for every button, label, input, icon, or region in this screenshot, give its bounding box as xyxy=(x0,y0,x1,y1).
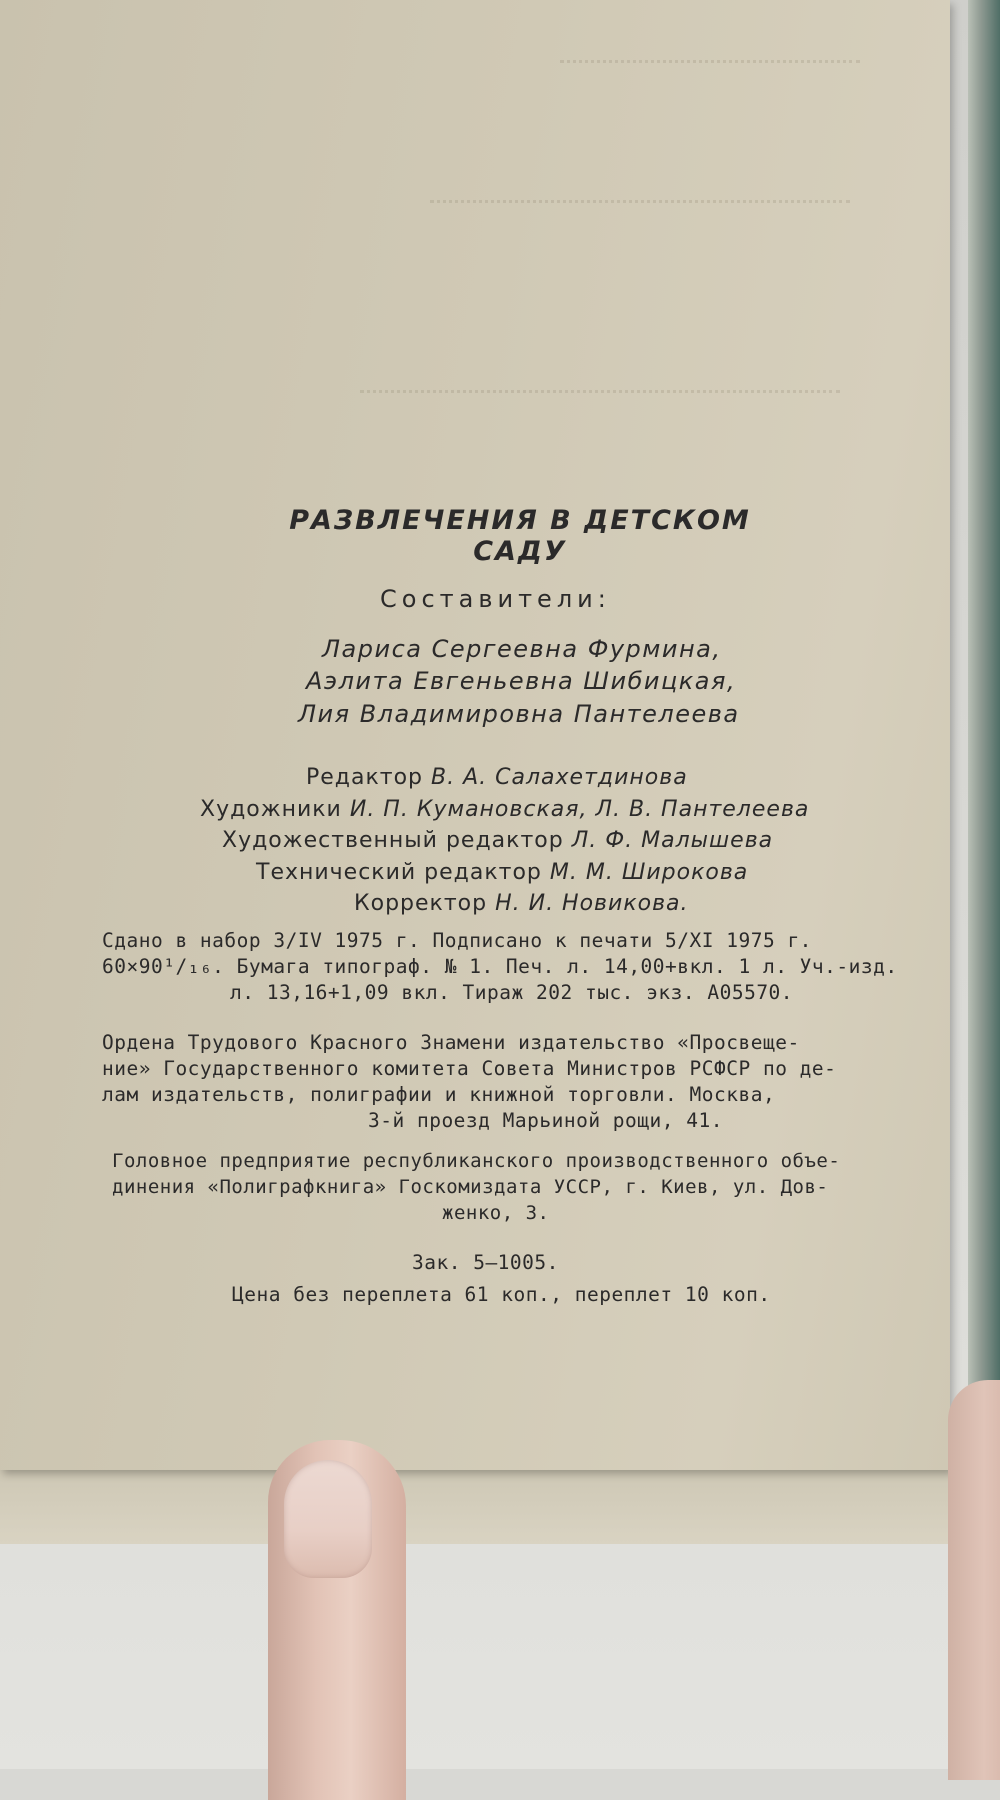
publisher-line: ние» Государственного комитета Совета Министров РСФСР по де- xyxy=(102,1057,837,1080)
print-info-line: л. 13,16+1,09 вкл. Тираж 202 тыс. экз. А05570. xyxy=(230,981,794,1004)
credit-role: Художественный редактор xyxy=(222,828,564,853)
publisher-line: 3-й проезд Марьиной рощи, 41. xyxy=(368,1109,723,1132)
credit-role: Технический редактор xyxy=(256,860,542,885)
price-info: Цена без переплета 61 коп., переплет 10 коп. xyxy=(232,1283,771,1306)
credit-name: Н. И. Новикова. xyxy=(495,891,689,916)
credit-name: И. П. Кумановская, Л. В. Пантелеева xyxy=(349,797,810,822)
print-info xyxy=(102,928,922,1006)
publisher-line: лам издательств, полиграфии и книжной торговли. Москва, xyxy=(102,1083,776,1106)
fingernail xyxy=(284,1460,372,1578)
credit-role: Художники xyxy=(200,797,342,822)
book-cover-edge xyxy=(968,0,1000,1550)
show-through-decoration xyxy=(560,60,860,77)
holding-finger-right xyxy=(948,1380,1000,1780)
page-stack-edge xyxy=(0,1462,985,1544)
compiler-name: Лариса Сергеевна Фурмина, xyxy=(322,635,722,663)
credit-proofreader xyxy=(354,891,689,916)
holding-finger xyxy=(268,1440,406,1800)
credit-role: Корректор xyxy=(354,891,488,916)
book-title: РАЗВЛЕЧЕНИЯ В ДЕТСКОМ САДУ xyxy=(289,505,751,567)
compilers-label: Составители: xyxy=(380,585,611,613)
credit-role: Редактор xyxy=(306,765,424,790)
print-info-line: 60×90¹/₁₆. Бумага типограф. № 1. Печ. л. 14,00+вкл. 1 л. Уч.-изд. xyxy=(102,955,898,978)
printer-line: динения «Полиграфкнига» Госкомиздата УССР, г. Киев, ул. Дов- xyxy=(112,1176,829,1198)
credit-name: М. М. Широкова xyxy=(549,860,749,885)
credit-name: В. А. Салахетдинова xyxy=(431,765,688,790)
print-info-line: Сдано в набор 3/IV 1975 г. Подписано к печати 5/XI 1975 г. xyxy=(102,929,812,952)
credit-art-editor xyxy=(222,828,773,853)
show-through-decoration xyxy=(430,200,850,217)
publisher-info xyxy=(102,1030,922,1134)
printer-line: женко, 3. xyxy=(442,1202,550,1224)
compiler-name: Лия Владимировна Пантелеева xyxy=(298,700,740,728)
publisher-line: Ордена Трудового Красного Знамени издательство «Просвеще- xyxy=(102,1031,800,1054)
compiler-name: Аэлита Евгеньевна Шибицкая, xyxy=(306,667,737,695)
credit-artists xyxy=(200,797,809,822)
show-through-decoration xyxy=(360,390,840,407)
printer-info xyxy=(112,1148,932,1226)
credit-name: Л. Ф. Малышева xyxy=(571,828,774,853)
credit-editor xyxy=(306,765,688,790)
printer-line: Головное предприятие республиканского производственного объе- xyxy=(112,1150,841,1172)
credit-tech-editor xyxy=(256,860,748,885)
order-number: Зак. 5—1005. xyxy=(412,1251,559,1274)
